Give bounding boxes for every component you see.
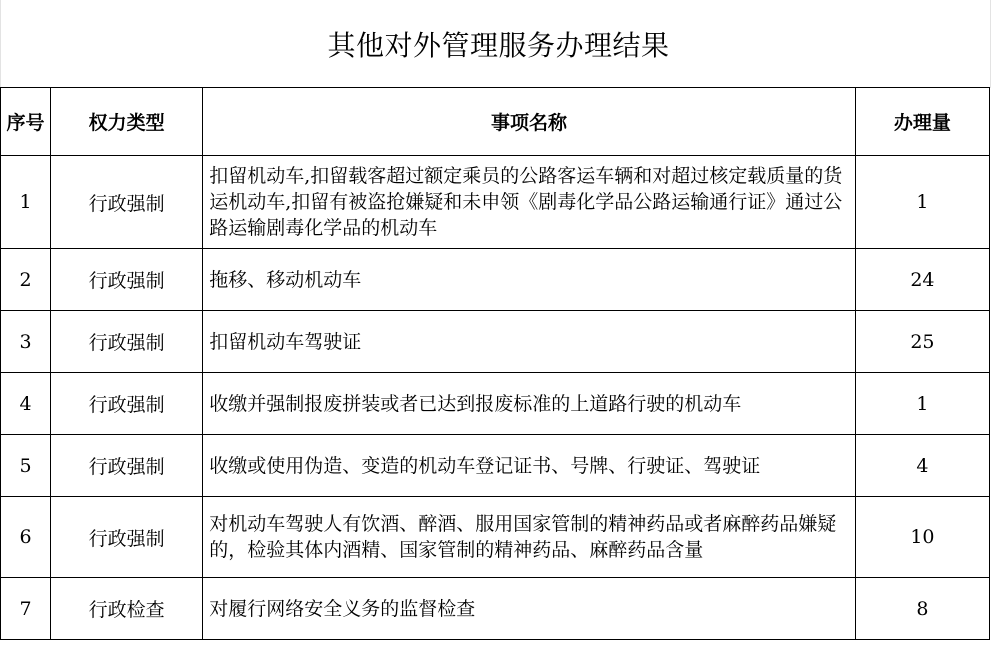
cell-item-name[interactable]: 对机动车驾驶人有饮酒、醉酒、服用国家管制的精神药品或者麻醉药品嫌疑的，检验其体内酒精、国家管制的精神药品、麻醉药品含量: [203, 497, 856, 578]
cell-item-name[interactable]: 扣留机动车,扣留载客超过额定乘员的公路客运车辆和对超过核定载质量的货运机动车,扣留有被盗抢嫌疑和未申领《剧毒化学品公路运输通行证》通过公路运输剧毒化学品的机动车: [203, 156, 856, 249]
cell-index[interactable]: 4: [1, 373, 51, 435]
cell-item-name[interactable]: 对履行网络安全义务的监督检查: [203, 578, 856, 640]
cell-power-type[interactable]: 行政强制: [51, 311, 203, 373]
table-row: [1, 497, 990, 578]
cell-power-type[interactable]: 行政检查: [51, 578, 203, 640]
cell-item-name[interactable]: 扣留机动车驾驶证: [203, 311, 856, 373]
cell-amount[interactable]: 25: [855, 311, 989, 373]
cell-index[interactable]: 7: [1, 578, 51, 640]
cell-index[interactable]: 5: [1, 435, 51, 497]
header-index[interactable]: 序号: [1, 88, 51, 156]
cell-amount[interactable]: 8: [855, 578, 989, 640]
table-row: [1, 373, 990, 435]
cell-amount[interactable]: 1: [855, 156, 989, 249]
table-row: [1, 311, 990, 373]
table-row: [1, 249, 990, 311]
cell-amount[interactable]: 1: [855, 373, 989, 435]
header-power-type[interactable]: 权力类型: [51, 88, 203, 156]
page-title: 其他对外管理服务办理结果: [327, 29, 670, 62]
cell-amount[interactable]: 4: [855, 435, 989, 497]
cell-item-name[interactable]: 拖移、移动机动车: [203, 249, 856, 311]
cell-power-type[interactable]: 行政强制: [51, 249, 203, 311]
cell-amount[interactable]: 24: [855, 249, 989, 311]
cell-power-type[interactable]: 行政强制: [51, 373, 203, 435]
cell-index[interactable]: 6: [1, 497, 51, 578]
cell-power-type[interactable]: 行政强制: [51, 497, 203, 578]
cell-index[interactable]: 3: [1, 311, 51, 373]
results-table: [0, 87, 990, 640]
cell-item-name[interactable]: 收缴并强制报废拼装或者已达到报废标准的上道路行驶的机动车: [203, 373, 856, 435]
table-header-row: [1, 88, 990, 156]
cell-amount[interactable]: 10: [855, 497, 989, 578]
cell-item-name[interactable]: 收缴或使用伪造、变造的机动车登记证书、号牌、行驶证、驾驶证: [203, 435, 856, 497]
cell-index[interactable]: 1: [1, 156, 51, 249]
cell-power-type[interactable]: 行政强制: [51, 156, 203, 249]
table-row: [1, 435, 990, 497]
header-item-name[interactable]: 事项名称: [203, 88, 856, 156]
table-row: [1, 578, 990, 640]
table-row: [1, 156, 990, 249]
header-amount[interactable]: 办理量: [855, 88, 989, 156]
cell-index[interactable]: 2: [1, 249, 51, 311]
cell-power-type[interactable]: 行政强制: [51, 435, 203, 497]
